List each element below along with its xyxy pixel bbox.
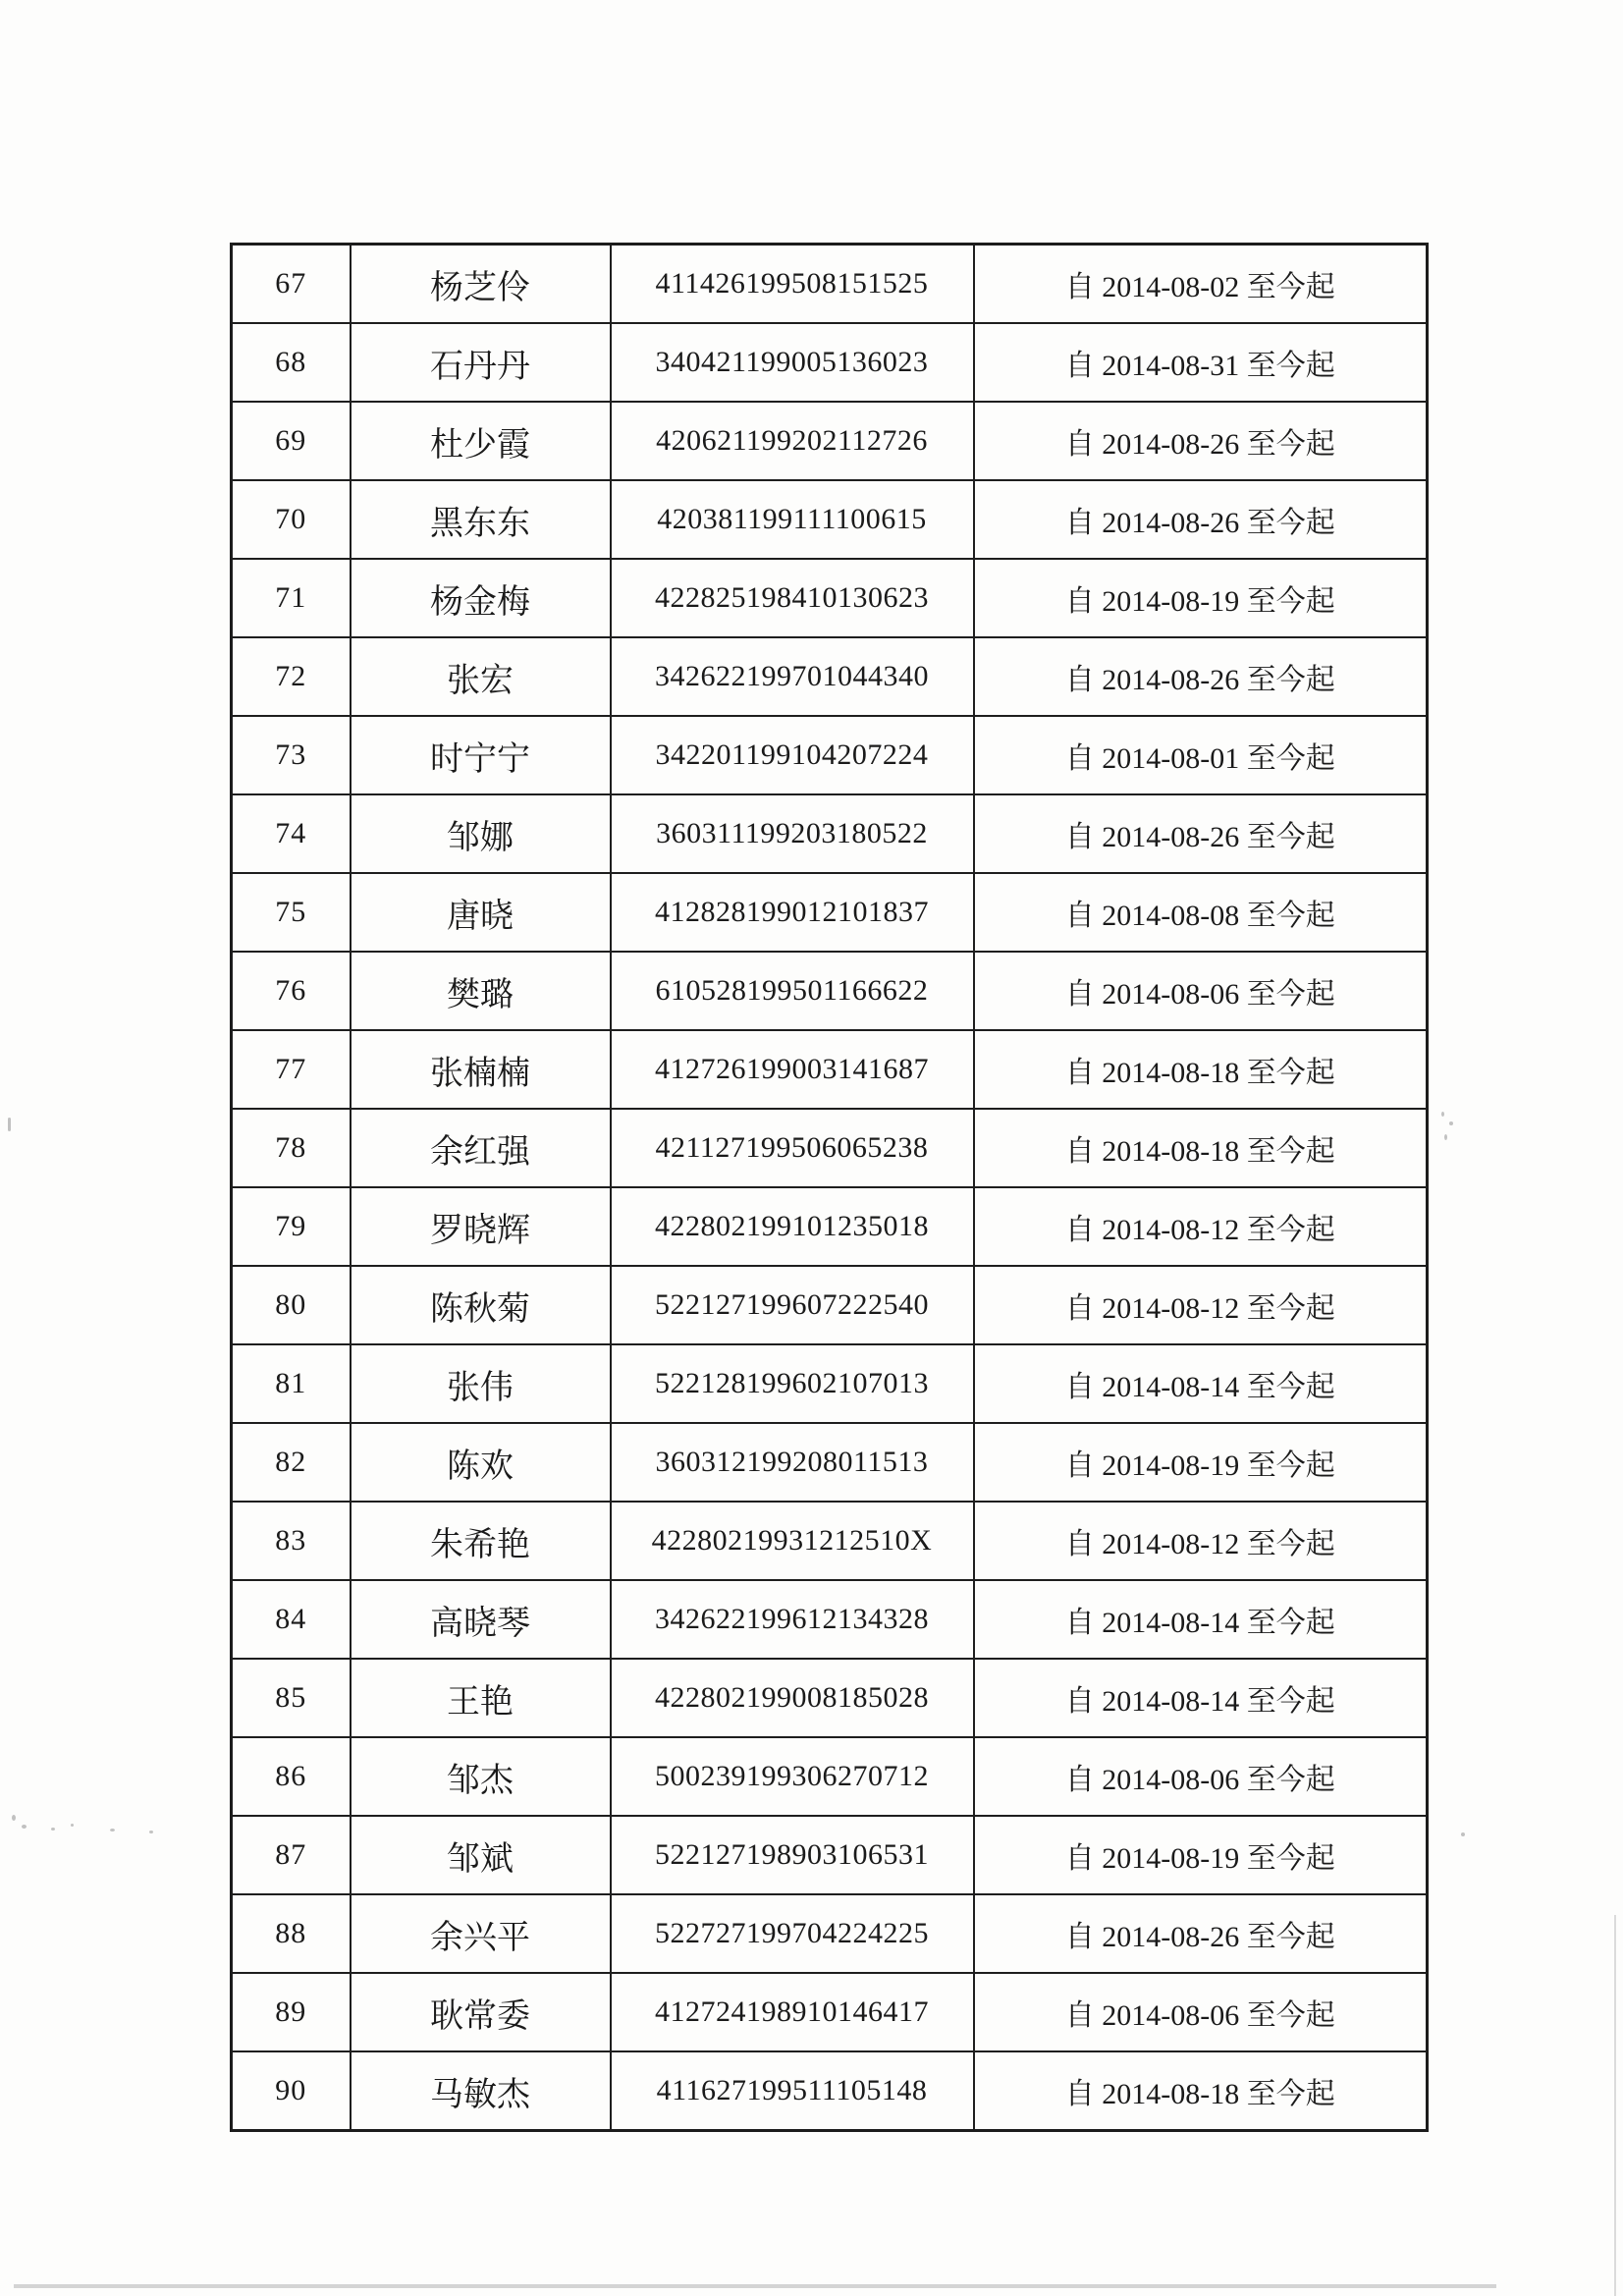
row-number-cell: 82: [232, 1423, 351, 1502]
person-name-cell: 陈欢: [351, 1423, 611, 1502]
id-number-cell: 342622199612134328: [611, 1580, 974, 1659]
table-row: [232, 1109, 1428, 1187]
row-number-cell: 80: [232, 1266, 351, 1344]
effective-period-cell: 自 2014-08-02 至今起: [974, 245, 1428, 324]
person-name-cell: 王艳: [351, 1659, 611, 1737]
person-name-cell: 张楠楠: [351, 1030, 611, 1109]
effective-period-cell: 自 2014-08-19 至今起: [974, 1816, 1428, 1894]
id-number-cell: 500239199306270712: [611, 1737, 974, 1816]
scan-artifact: [51, 1828, 55, 1831]
effective-period-cell: 自 2014-08-12 至今起: [974, 1187, 1428, 1266]
id-number-cell: 522128199602107013: [611, 1344, 974, 1423]
person-name-cell: 唐晓: [351, 873, 611, 952]
person-name-cell: 耿常委: [351, 1973, 611, 2051]
row-number-cell: 69: [232, 402, 351, 480]
effective-period-cell: 自 2014-08-18 至今起: [974, 1109, 1428, 1187]
row-number-cell: 79: [232, 1187, 351, 1266]
id-number-cell: 421127199506065238: [611, 1109, 974, 1187]
effective-period-cell: 自 2014-08-06 至今起: [974, 952, 1428, 1030]
person-name-cell: 马敏杰: [351, 2051, 611, 2131]
row-number-cell: 90: [232, 2051, 351, 2131]
scan-edge-shadow-bottom: [14, 2284, 1496, 2288]
effective-period-cell: 自 2014-08-26 至今起: [974, 637, 1428, 716]
table-row: [232, 1580, 1428, 1659]
id-number-cell: 610528199501166622: [611, 952, 974, 1030]
table-row: [232, 1737, 1428, 1816]
effective-period-cell: 自 2014-08-14 至今起: [974, 1344, 1428, 1423]
person-name-cell: 黑东东: [351, 480, 611, 559]
table-row: [232, 1973, 1428, 2051]
person-name-cell: 杨金梅: [351, 559, 611, 637]
roster-table-body: [232, 245, 1428, 2131]
scan-artifact: [110, 1829, 115, 1831]
id-number-cell: 340421199005136023: [611, 323, 974, 402]
table-row: [232, 1344, 1428, 1423]
table-row: [232, 1030, 1428, 1109]
row-number-cell: 70: [232, 480, 351, 559]
effective-period-cell: 自 2014-08-31 至今起: [974, 323, 1428, 402]
scan-artifact: [149, 1831, 153, 1833]
effective-period-cell: 自 2014-08-26 至今起: [974, 480, 1428, 559]
scan-artifact: [22, 1825, 27, 1829]
table-row: [232, 1502, 1428, 1580]
effective-period-cell: 自 2014-08-26 至今起: [974, 794, 1428, 873]
effective-period-cell: 自 2014-08-14 至今起: [974, 1659, 1428, 1737]
table-row: [232, 1266, 1428, 1344]
row-number-cell: 73: [232, 716, 351, 794]
scan-artifact: [1449, 1121, 1453, 1125]
person-name-cell: 邹杰: [351, 1737, 611, 1816]
person-name-cell: 石丹丹: [351, 323, 611, 402]
scan-artifact: [71, 1824, 74, 1827]
person-name-cell: 余红强: [351, 1109, 611, 1187]
table-row: [232, 559, 1428, 637]
person-name-cell: 时宁宁: [351, 716, 611, 794]
person-name-cell: 张伟: [351, 1344, 611, 1423]
id-number-cell: 420621199202112726: [611, 402, 974, 480]
person-name-cell: 邹斌: [351, 1816, 611, 1894]
table-row: [232, 323, 1428, 402]
id-number-cell: 42280219931212510X: [611, 1502, 974, 1580]
id-number-cell: 360312199208011513: [611, 1423, 974, 1502]
id-number-cell: 522727199704224225: [611, 1894, 974, 1973]
id-number-cell: 422802199101235018: [611, 1187, 974, 1266]
id-number-cell: 411426199508151525: [611, 245, 974, 324]
effective-period-cell: 自 2014-08-19 至今起: [974, 559, 1428, 637]
table-row: [232, 1894, 1428, 1973]
id-number-cell: 342622199701044340: [611, 637, 974, 716]
table-row: [232, 873, 1428, 952]
effective-period-cell: 自 2014-08-18 至今起: [974, 2051, 1428, 2131]
table-row: [232, 245, 1428, 324]
effective-period-cell: 自 2014-08-14 至今起: [974, 1580, 1428, 1659]
id-number-cell: 522127198903106531: [611, 1816, 974, 1894]
table-row: [232, 2051, 1428, 2131]
row-number-cell: 75: [232, 873, 351, 952]
id-number-cell: 522127199607222540: [611, 1266, 974, 1344]
row-number-cell: 83: [232, 1502, 351, 1580]
scan-artifact: [1444, 1134, 1447, 1140]
id-number-cell: 360311199203180522: [611, 794, 974, 873]
effective-period-cell: 自 2014-08-26 至今起: [974, 1894, 1428, 1973]
person-name-cell: 樊璐: [351, 952, 611, 1030]
id-number-cell: 342201199104207224: [611, 716, 974, 794]
row-number-cell: 86: [232, 1737, 351, 1816]
scan-artifact: [12, 1815, 16, 1821]
row-number-cell: 67: [232, 245, 351, 324]
scan-edge-shadow-right: [1614, 1915, 1616, 2296]
table-row: [232, 637, 1428, 716]
id-number-cell: 420381199111100615: [611, 480, 974, 559]
row-number-cell: 85: [232, 1659, 351, 1737]
row-number-cell: 78: [232, 1109, 351, 1187]
effective-period-cell: 自 2014-08-06 至今起: [974, 1737, 1428, 1816]
table-row: [232, 1423, 1428, 1502]
id-number-cell: 422802199008185028: [611, 1659, 974, 1737]
table-row: [232, 1659, 1428, 1737]
person-name-cell: 朱希艳: [351, 1502, 611, 1580]
person-name-cell: 张宏: [351, 637, 611, 716]
scan-artifact: [8, 1118, 11, 1131]
table-row: [232, 480, 1428, 559]
table-row: [232, 1187, 1428, 1266]
row-number-cell: 76: [232, 952, 351, 1030]
effective-period-cell: 自 2014-08-26 至今起: [974, 402, 1428, 480]
id-number-cell: 412828199012101837: [611, 873, 974, 952]
table-row: [232, 1816, 1428, 1894]
row-number-cell: 71: [232, 559, 351, 637]
row-number-cell: 87: [232, 1816, 351, 1894]
effective-period-cell: 自 2014-08-06 至今起: [974, 1973, 1428, 2051]
effective-period-cell: 自 2014-08-01 至今起: [974, 716, 1428, 794]
person-name-cell: 陈秋菊: [351, 1266, 611, 1344]
person-name-cell: 邹娜: [351, 794, 611, 873]
roster-table: [230, 243, 1429, 2132]
row-number-cell: 84: [232, 1580, 351, 1659]
effective-period-cell: 自 2014-08-19 至今起: [974, 1423, 1428, 1502]
person-name-cell: 杨芝伶: [351, 245, 611, 324]
id-number-cell: 412724198910146417: [611, 1973, 974, 2051]
row-number-cell: 68: [232, 323, 351, 402]
id-number-cell: 411627199511105148: [611, 2051, 974, 2131]
scan-artifact: [1461, 1832, 1465, 1836]
table-row: [232, 794, 1428, 873]
person-name-cell: 罗晓辉: [351, 1187, 611, 1266]
row-number-cell: 88: [232, 1894, 351, 1973]
row-number-cell: 81: [232, 1344, 351, 1423]
table-row: [232, 402, 1428, 480]
person-name-cell: 余兴平: [351, 1894, 611, 1973]
effective-period-cell: 自 2014-08-12 至今起: [974, 1502, 1428, 1580]
effective-period-cell: 自 2014-08-18 至今起: [974, 1030, 1428, 1109]
row-number-cell: 77: [232, 1030, 351, 1109]
table-row: [232, 716, 1428, 794]
id-number-cell: 422825198410130623: [611, 559, 974, 637]
person-name-cell: 高晓琴: [351, 1580, 611, 1659]
effective-period-cell: 自 2014-08-12 至今起: [974, 1266, 1428, 1344]
row-number-cell: 74: [232, 794, 351, 873]
table-row: [232, 952, 1428, 1030]
effective-period-cell: 自 2014-08-08 至今起: [974, 873, 1428, 952]
row-number-cell: 72: [232, 637, 351, 716]
scan-artifact: [1441, 1112, 1444, 1117]
person-name-cell: 杜少霞: [351, 402, 611, 480]
row-number-cell: 89: [232, 1973, 351, 2051]
id-number-cell: 412726199003141687: [611, 1030, 974, 1109]
